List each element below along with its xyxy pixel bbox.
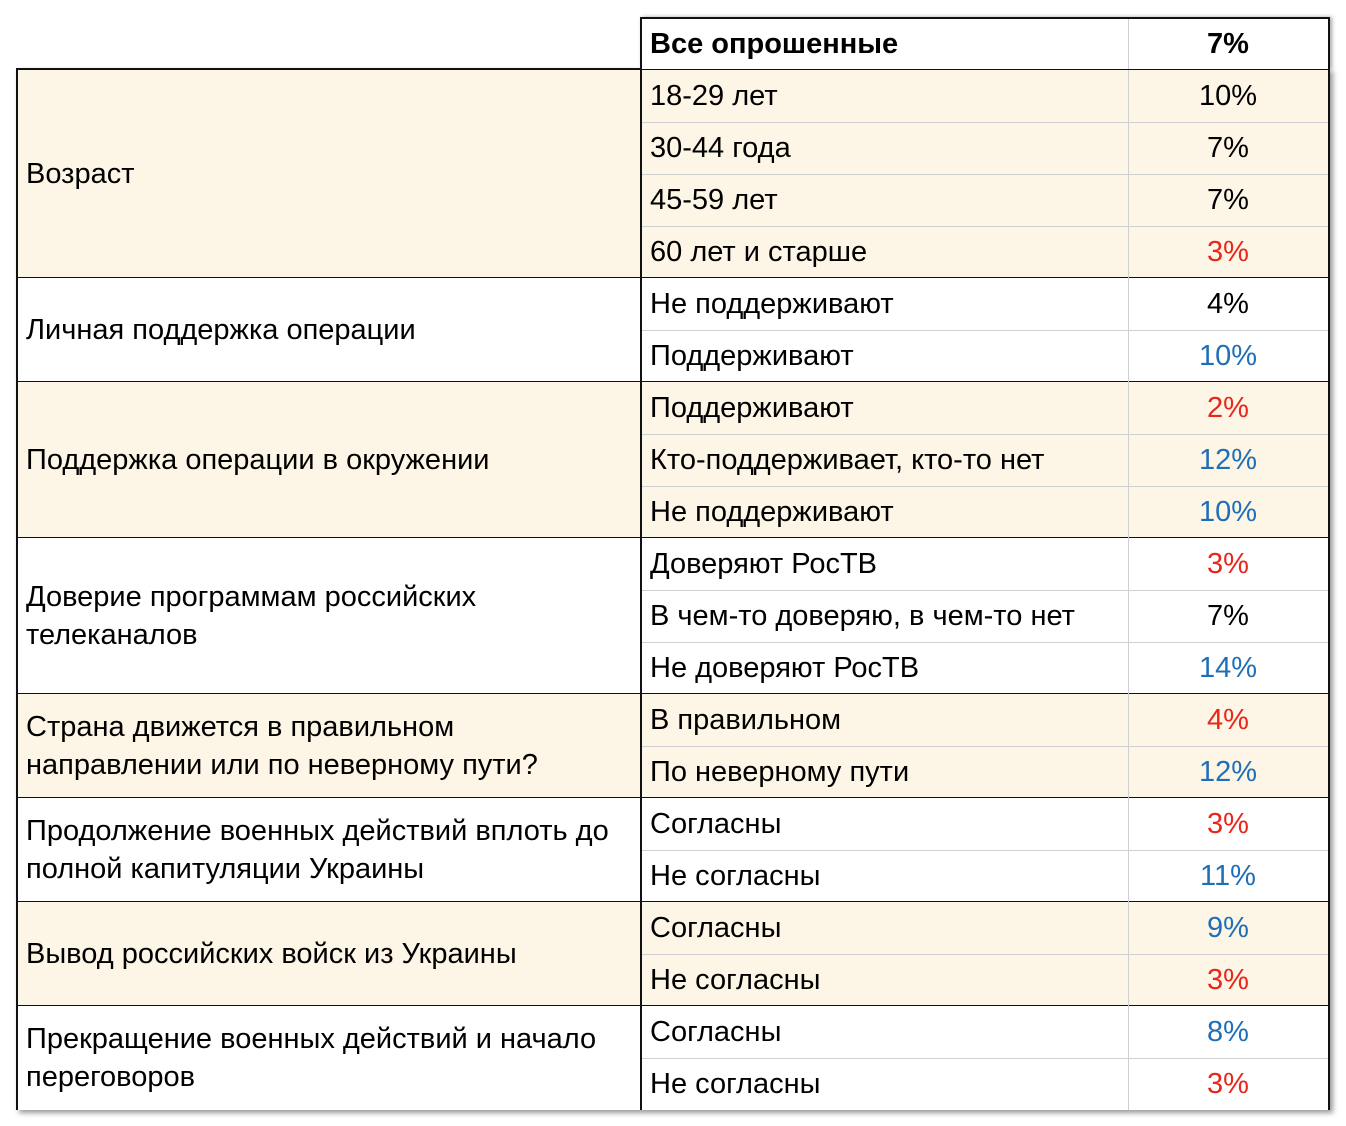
row-label: 30-44 года	[642, 122, 1128, 174]
row-label: Доверяют РосТВ	[642, 538, 1128, 590]
row-divider	[642, 850, 1328, 851]
row-value: 7%	[1128, 590, 1328, 642]
row-value: 8%	[1128, 1006, 1328, 1058]
group-label: Вывод российских войск из Украины	[18, 902, 642, 1006]
group-label: Поддержка операции в окружении	[18, 382, 642, 538]
group-column-divider	[640, 70, 642, 1110]
row-value: 4%	[1128, 694, 1328, 746]
row-label: 60 лет и старше	[642, 226, 1128, 278]
group-label: Возраст	[18, 70, 642, 278]
row-label: Кто-поддерживает, кто-то нет	[642, 434, 1128, 486]
row-label: Не согласны	[642, 1058, 1128, 1110]
row-label: Не поддерживают	[642, 486, 1128, 538]
row-value: 12%	[1128, 746, 1328, 798]
row-value: 14%	[1128, 642, 1328, 694]
row-label: 45-59 лет	[642, 174, 1128, 226]
row-divider	[642, 746, 1328, 747]
row-value: 3%	[1128, 1058, 1328, 1110]
row-value: 9%	[1128, 902, 1328, 954]
row-label: В чем-то доверяю, в чем-то нет	[642, 590, 1128, 642]
row-value: 10%	[1128, 330, 1328, 382]
group-label: Доверие программам российских телеканалов	[18, 538, 642, 694]
row-value: 11%	[1128, 850, 1328, 902]
row-divider	[642, 226, 1328, 227]
row-value: 10%	[1128, 70, 1328, 122]
row-value: 7%	[1128, 174, 1328, 226]
header-column-divider	[1128, 19, 1129, 69]
row-label: Согласны	[642, 1006, 1128, 1058]
row-value: 3%	[1128, 798, 1328, 850]
row-label: Не согласны	[642, 954, 1128, 1006]
row-label: Согласны	[642, 798, 1128, 850]
row-divider	[642, 122, 1328, 123]
row-value: 12%	[1128, 434, 1328, 486]
row-label: Поддерживают	[642, 382, 1128, 434]
row-label: Не поддерживают	[642, 278, 1128, 330]
header-value: 7%	[1128, 19, 1328, 69]
row-label: По неверному пути	[642, 746, 1128, 798]
group-label: Страна движется в правильном направлении или по неверному пути?	[18, 694, 642, 798]
row-divider	[642, 434, 1328, 435]
row-label: 18-29 лет	[642, 70, 1128, 122]
row-divider	[642, 954, 1328, 955]
row-divider	[642, 174, 1328, 175]
group-label: Прекращение военных действий и начало переговоров	[18, 1006, 642, 1110]
group-label: Личная поддержка операции	[18, 278, 642, 382]
group-label: Продолжение военных действий вплоть до полной капитуляции Украины	[18, 798, 642, 902]
row-value: 7%	[1128, 122, 1328, 174]
value-column-divider	[1128, 70, 1129, 1110]
row-label: Не согласны	[642, 850, 1128, 902]
row-value: 4%	[1128, 278, 1328, 330]
row-divider	[642, 330, 1328, 331]
row-divider	[642, 642, 1328, 643]
row-label: Поддерживают	[642, 330, 1128, 382]
row-divider	[642, 590, 1328, 591]
row-value: 3%	[1128, 954, 1328, 1006]
row-value: 2%	[1128, 382, 1328, 434]
header-label: Все опрошенные	[642, 19, 1128, 69]
row-label: Согласны	[642, 902, 1128, 954]
row-value: 3%	[1128, 538, 1328, 590]
row-label: Не доверяют РосТВ	[642, 642, 1128, 694]
row-label: В правильном	[642, 694, 1128, 746]
row-divider	[642, 1058, 1328, 1059]
row-value: 3%	[1128, 226, 1328, 278]
row-value: 10%	[1128, 486, 1328, 538]
row-divider	[642, 486, 1328, 487]
